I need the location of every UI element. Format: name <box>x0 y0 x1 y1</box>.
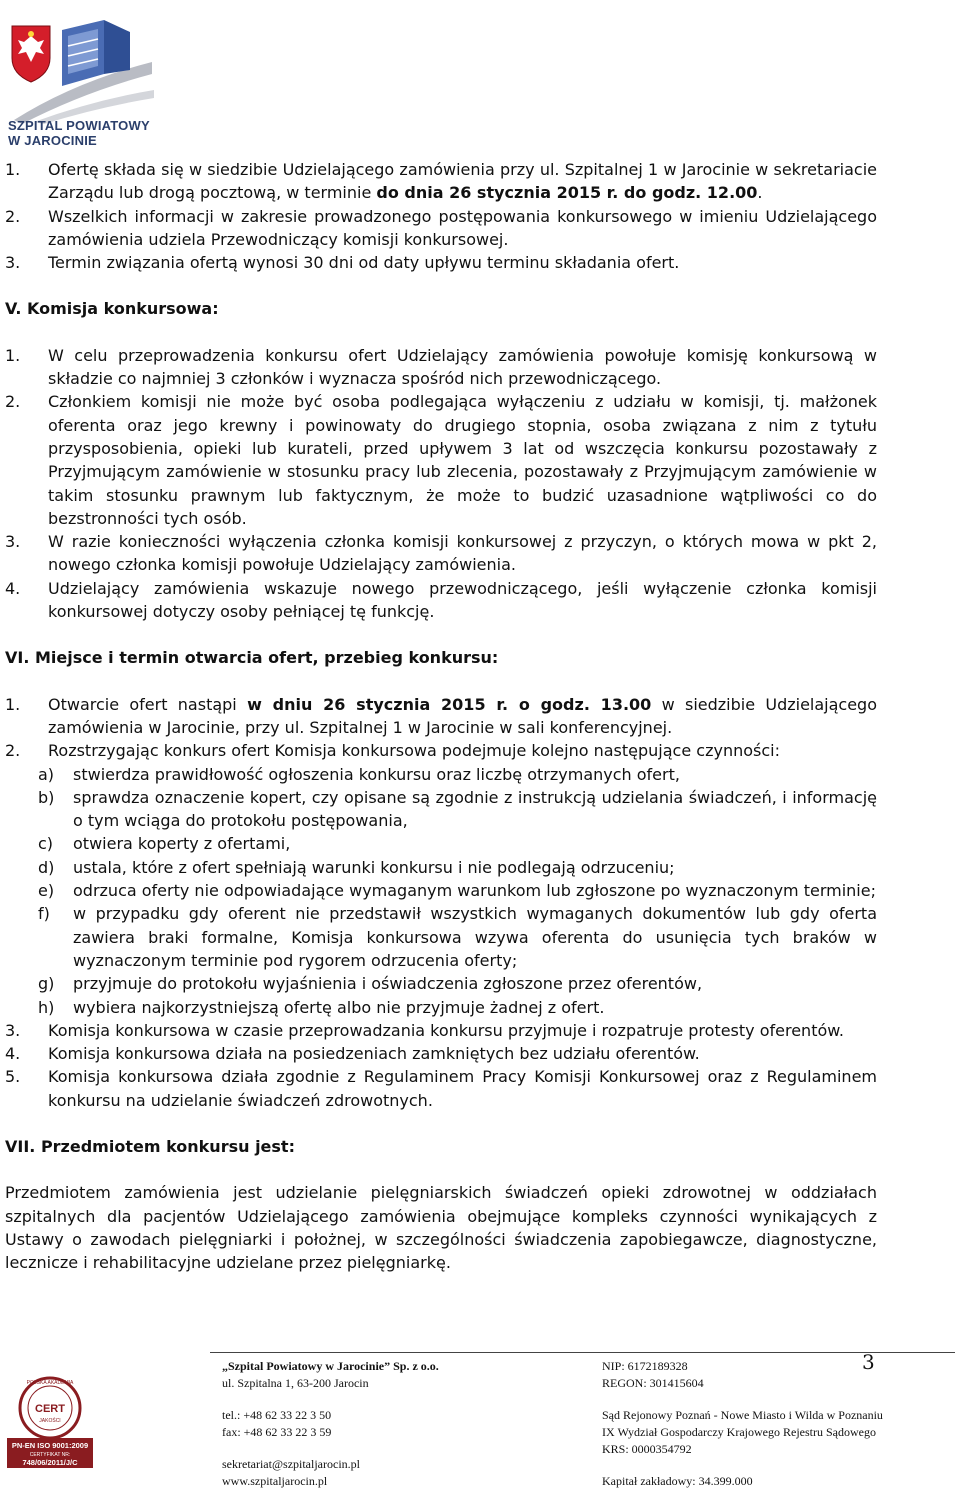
item-number: 5. <box>5 1067 21 1087</box>
item-number: 4. <box>5 578 21 598</box>
registry-department: IX Wydział Gospodarczy Krajowego Rejestru Sądowego <box>602 1425 876 1439</box>
item-number: 4. <box>5 1044 21 1064</box>
item-text: odrzuca oferty nie odpowiadające wymaganym warunkom lub zgłoszone po wyznaczonym terminie; <box>73 881 876 901</box>
sub-list-item <box>5 902 877 972</box>
share-capital: Kapitał zakładowy: 34.399.000 <box>602 1474 753 1488</box>
item-number: 2. <box>5 741 21 761</box>
hospital-logo-text <box>8 118 150 148</box>
page-number: 3 <box>862 1350 875 1374</box>
footer-registry-block <box>602 1358 883 1490</box>
company-email: sekretariat@szpitaljarocin.pl <box>222 1457 360 1471</box>
item-letter: a) <box>38 764 55 784</box>
item-letter: g) <box>38 974 55 994</box>
certificate-logo <box>5 1370 95 1470</box>
hospital-logo-graphic <box>4 12 154 127</box>
sub-list-item <box>5 763 877 786</box>
cert-small: CERTYFIKAT NR: <box>29 1452 71 1458</box>
company-address: ul. Szpitalna 1, 63-200 Jarocin <box>222 1376 369 1390</box>
item-text: Komisja konkursowa w czasie przeprowadzania konkursu przyjmuje i rozpatruje protesty oferentów. <box>48 1020 844 1040</box>
item-text-bold: w dniu 26 stycznia 2015 r. o godz. 13.00 <box>247 694 652 714</box>
item-text: Wszelkich informacji w zakresie prowadzonego postępowania konkursowego w imieniu Udzielającego zamówienia udziela Przewodniczący komisji konkursowej. <box>48 206 877 249</box>
footer-divider <box>210 1352 955 1353</box>
company-name: „Szpital Powiatowy w Jarocinie” Sp. z o.o. <box>222 1359 439 1373</box>
sub-list-item <box>5 856 877 879</box>
company-fax: fax: +48 62 33 22 3 59 <box>222 1425 332 1439</box>
registry-court: Sąd Rejonowy Poznań - Nowe Miasto i Wilda w Poznaniu <box>602 1408 883 1422</box>
item-number: 1. <box>5 345 21 365</box>
item-text: Termin związania ofertą wynosi 30 dni od daty upływu terminu składania ofert. <box>48 253 680 273</box>
item-text: Ofertę składa się w siedzibie Udzielającego zamówienia przy ul. Szpitalnej 1 w Jarocinie w sekretariacie Zarządu lub drogą pocztową, w terminie <box>48 160 877 203</box>
logo-line-2: W JAROCINIE <box>8 133 97 148</box>
item-text: Członkiem komisji nie może być osoba podlegająca wyłączeniu z udziału w komisji, tj. małżonek oferenta oraz jego krewny i powinowaty do drugiego stopnia, osoba związana z nim z tytułu przysposobienia, opieki lub kurateli, przed upływem 3 lat od wszczęcia konkursu pozostawały z Przyjmującym zamówienie w stosunku pracy lub zlecenia, pozostawały z Przyjmującym zamówienie w takim stosunku prawnym lub faktycznym, że może to budzić uzasadnione wątpliwości co do bezstronności tych osób. <box>48 392 877 528</box>
cert-label: CERT <box>35 1403 65 1415</box>
item-letter: b) <box>38 787 55 807</box>
item-text: wybiera najkorzystniejszą ofertę albo nie przyjmuje żadnej z ofert. <box>73 997 605 1017</box>
company-phone: tel.: +48 62 33 22 3 50 <box>222 1408 332 1422</box>
logo-line-1: SZPITAL POWIATOWY <box>8 118 150 133</box>
cert-mid-text: JAKOŚCI <box>39 1418 61 1424</box>
cert-top-text: POLSKA AKADEMIA <box>26 1380 74 1386</box>
item-letter: e) <box>38 881 55 901</box>
item-letter: c) <box>38 834 54 854</box>
item-text: stwierdza prawidłowość ogłoszenia konkursu oraz liczbę otrzymanych ofert, <box>73 764 680 784</box>
item-text: Otwarcie ofert nastąpi <box>48 694 248 714</box>
item-number: 1. <box>5 160 21 179</box>
list-item <box>5 739 877 762</box>
company-website: www.szpitaljarocin.pl <box>222 1474 328 1488</box>
item-number: 3. <box>5 253 21 273</box>
item-number: 3. <box>5 1020 21 1040</box>
paragraph: Przedmiotem zamówienia jest udzielanie pielęgniarskich świadczeń opieki zdrowotnej w oddziałach szpitalnych dla pacjentów Udzielającego zamówienia obejmujące kompleks czynności wynikających z Ustawy o zawodach pielęgniarki i położnej, w szczególności świadczenia zapobiegawcze, diagnostyczne, lecznicze i rehabilitacyjne udzielane przez pielęgniarkę. <box>5 1183 877 1273</box>
list-item <box>5 530 877 577</box>
item-number: 2. <box>5 206 21 226</box>
section-heading: VII. Przedmiotem konkursu jest: <box>5 1136 295 1156</box>
item-text: sprawdza oznaczenie kopert, czy opisane są zgodnie z instrukcją udzielania świadczeń, i informację o tym wciąga do protokołu postępowania, <box>73 787 877 831</box>
company-krs: KRS: 0000354792 <box>602 1442 692 1456</box>
certificate-badge <box>5 1370 95 1470</box>
list-item <box>5 158 877 205</box>
list-item <box>5 1042 877 1065</box>
list-item <box>5 693 877 740</box>
sub-list-item <box>5 996 877 1019</box>
item-text: otwiera koperty z ofertami, <box>73 834 291 854</box>
section-heading: V. Komisja konkursowa: <box>5 299 219 319</box>
document-body <box>5 158 877 1274</box>
footer-company-block <box>222 1358 439 1490</box>
item-text: Rozstrzygając konkurs ofert Komisja konkursowa podejmuje kolejno następujące czynności: <box>48 741 780 761</box>
item-text: . <box>757 183 763 203</box>
sub-list-item <box>5 832 877 855</box>
item-text-bold: do dnia 26 stycznia 2015 r. do godz. 12.00 <box>376 183 758 203</box>
item-number: 1. <box>5 694 21 714</box>
list-item <box>5 1019 877 1042</box>
item-text: w siedzibie Udzielającego zamówienia w Jarocinie, przy ul. Szpitalnej 1 w Jarocinie w sali konferencyjnej. <box>48 694 877 737</box>
list-item <box>5 390 877 530</box>
list-item <box>5 344 877 391</box>
item-letter: f) <box>38 904 50 924</box>
cert-number: 748/06/2011/J/C <box>22 1458 78 1467</box>
item-text: W celu przeprowadzenia konkursu ofert Udzielający zamówienia powołuje komisję konkursową w składzie co najmniej 3 członków i wyznacza spośród nich przewodniczącego. <box>48 345 877 389</box>
item-text: Udzielający zamówienia wskazuje nowego przewodniczącego, jeśli wyłączenie członka komisji konkursowej dotyczy osoby pełniącej tę funkcję. <box>48 578 877 622</box>
list-item <box>5 205 877 252</box>
sub-list-item <box>5 879 877 902</box>
item-text: ustala, które z ofert spełniają warunki konkursu i nie podlegają odrzuceniu; <box>73 857 675 877</box>
item-letter: h) <box>38 997 55 1017</box>
sub-list-item <box>5 972 877 995</box>
item-letter: d) <box>38 857 55 877</box>
company-nip: NIP: 6172189328 <box>602 1359 688 1373</box>
list-item <box>5 577 877 624</box>
company-regon: REGON: 301415604 <box>602 1376 704 1390</box>
item-number: 3. <box>5 532 21 552</box>
item-number: 2. <box>5 392 21 412</box>
item-text: w przypadku gdy oferent nie przedstawił wszystkich wymaganych dokumentów lub gdy oferta zawiera braki formalne, Komisja konkursowa wzywa oferenta do usunięcia tych braków w wyznaczonym terminie pod rygorem odrzucenia oferty; <box>73 904 877 970</box>
item-text: przyjmuje do protokołu wyjaśnienia i oświadczenia zgłoszone przez oferentów, <box>73 974 703 994</box>
item-text: Komisja konkursowa działa zgodnie z Regulaminem Pracy Komisji Konkursowej oraz z Regulaminem konkursu na udzielanie świadczeń zdrowotnych. <box>48 1067 877 1110</box>
item-text: Komisja konkursowa działa na posiedzeniach zamkniętych bez udziału oferentów. <box>48 1044 700 1064</box>
section-heading: VI. Miejsce i termin otwarcia ofert, przebieg konkursu: <box>5 648 499 668</box>
sub-list-item <box>5 786 877 833</box>
page-footer <box>0 1346 960 1488</box>
item-text: W razie konieczności wyłączenia członka komisji konkursowej z przyczyn, o których mowa w pkt 2, nowego członka komisji powołuje Udzielający zamówienia. <box>48 532 877 575</box>
cert-iso: PN-EN ISO 9001:2009 <box>11 1441 89 1450</box>
list-item <box>5 251 877 274</box>
list-item <box>5 1065 877 1112</box>
